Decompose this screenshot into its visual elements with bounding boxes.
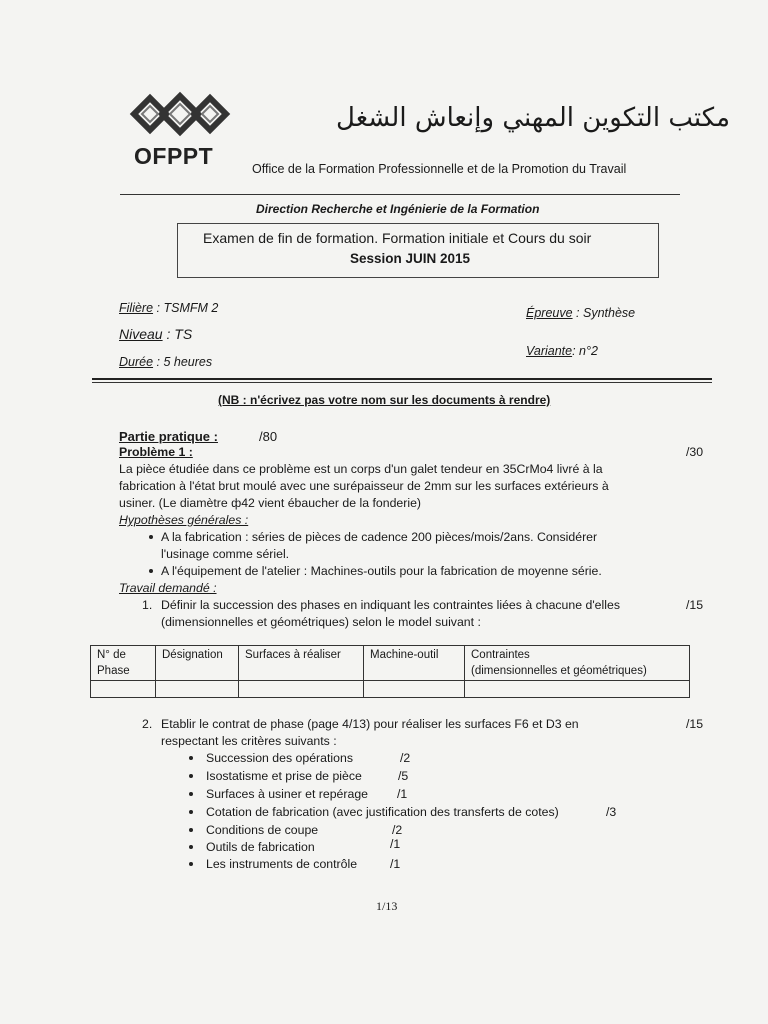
table-header-row <box>91 646 690 681</box>
critere-label: Isostatisme et prise de pièce <box>206 769 362 783</box>
meta-rule <box>92 378 712 380</box>
partie-score: /80 <box>259 429 278 444</box>
critere-score: /2 <box>400 751 411 765</box>
bullet-dot <box>189 756 193 760</box>
meta-rule-thin <box>92 382 712 383</box>
variante <box>526 344 598 358</box>
bullet-dot <box>189 774 193 778</box>
direction-title: Direction Recherche et Ingénierie de la Formation <box>256 202 540 216</box>
intro-line-2: fabrication à l'état brut moulé avec une surépaisseur de 2mm sur les surfaces extérieurs à <box>119 479 609 493</box>
q2-line-2: respectant les critères suivants : <box>161 734 337 748</box>
ofppt-logo <box>128 84 232 146</box>
table-cell <box>465 681 690 698</box>
exam-title: Examen de fin de formation. Formation initiale et Cours du soir <box>203 230 592 246</box>
header-rule <box>120 194 680 195</box>
variante-value: : n°2 <box>572 344 598 358</box>
intro-line-1: La pièce étudiée dans ce problème est un corps d'un galet tendeur en 35CrMo4 livré à la <box>119 462 603 476</box>
table-header-cell: Surfaces à réaliser <box>239 646 364 681</box>
exam-session: Session JUIN 2015 <box>350 251 471 266</box>
bullet-dot <box>189 792 193 796</box>
hypotheses-label: Hypothèses générales : <box>119 513 249 527</box>
hypothese-item-1-cont: l'usinage comme sériel. <box>161 547 290 561</box>
duree-label: Durée <box>119 355 154 369</box>
filiere-label: Filière <box>119 301 154 315</box>
duree-value: : 5 heures <box>153 355 213 369</box>
critere-label: Les instruments de contrôle <box>206 857 358 871</box>
filiere <box>119 301 218 315</box>
critere-label: Succession des opérations <box>206 751 353 765</box>
critere-label: Cotation de fabrication (avec justification des transferts de cotes) <box>206 805 559 819</box>
table-header-cell: Machine-outil <box>364 646 465 681</box>
arabic-title: مكتب التكوين المهني وإنعاش الشغل <box>336 103 730 133</box>
table-cell <box>156 681 239 698</box>
probleme-label: Problème 1 : <box>119 445 193 459</box>
epreuve-label: Épreuve <box>526 306 573 320</box>
travail-label: Travail demandé : <box>119 581 217 595</box>
critere-label: Outils de fabrication <box>206 840 315 854</box>
intro-line-3: usiner. (Le diamètre ф42 vient ébaucher de la fonderie) <box>119 496 422 510</box>
table-header-cell: N° de Phase <box>91 646 156 681</box>
niveau-label: Niveau <box>119 326 163 342</box>
page-number: 1/13 <box>376 899 398 913</box>
table-row <box>91 681 690 698</box>
probleme-score: /30 <box>686 445 704 459</box>
partie-label: Partie pratique : <box>119 429 218 444</box>
epreuve-value: : Synthèse <box>572 306 636 320</box>
table-cell <box>239 681 364 698</box>
variante-label: Variante <box>526 344 573 358</box>
table-cell <box>91 681 156 698</box>
brand-name: OFPPT <box>134 143 214 169</box>
critere-score: /1 <box>390 857 401 871</box>
q2-score: /15 <box>686 717 704 731</box>
critere-score: /2 <box>392 823 403 837</box>
nb-note: (NB : n'écrivez pas votre nom sur les documents à rendre) <box>218 393 551 407</box>
critere-score: /5 <box>398 769 409 783</box>
q1-number: 1. <box>142 598 153 612</box>
niveau-value: : TS <box>162 326 193 342</box>
bullet-dot <box>149 569 153 573</box>
q1-line-1: Définir la succession des phases en indiquant les contraintes liées à chacune d'elles <box>161 598 620 612</box>
bullet-dot <box>189 845 193 849</box>
critere-score: /1 <box>390 837 401 851</box>
bullet-dot <box>189 862 193 866</box>
duree <box>119 355 212 369</box>
bullet-dot <box>149 535 153 539</box>
critere-score: /1 <box>397 787 408 801</box>
critere-label: Surfaces à usiner et repérage <box>206 787 369 801</box>
q1-score: /15 <box>686 598 704 612</box>
q2-line-1: Etablir le contrat de phase (page 4/13) pour réaliser les surfaces F6 et D3 en <box>161 717 579 731</box>
bullet-dot <box>189 828 193 832</box>
hypothese-item-1: A la fabrication : séries de pièces de cadence 200 pièces/mois/2ans. Considérer <box>161 530 598 544</box>
niveau <box>119 326 192 342</box>
table-cell <box>364 681 465 698</box>
filiere-value: : TSMFM 2 <box>153 301 219 315</box>
phase-table <box>90 645 690 698</box>
table-header-cell: Désignation <box>156 646 239 681</box>
q1-line-2: (dimensionnelles et géométriques) selon le model suivant : <box>161 615 481 629</box>
bullet-dot <box>189 810 193 814</box>
office-name: Office de la Formation Professionnelle et de la Promotion du Travail <box>252 162 627 176</box>
critere-score: /3 <box>606 805 617 819</box>
q2-number: 2. <box>142 717 153 731</box>
table-header-cell: Contraintes (dimensionnelles et géométriques) <box>465 646 690 681</box>
epreuve <box>526 306 635 320</box>
critere-label: Conditions de coupe <box>206 823 319 837</box>
hypothese-item-2: A l'équipement de l'atelier : Machines-outils pour la fabrication de moyenne série. <box>161 564 602 578</box>
